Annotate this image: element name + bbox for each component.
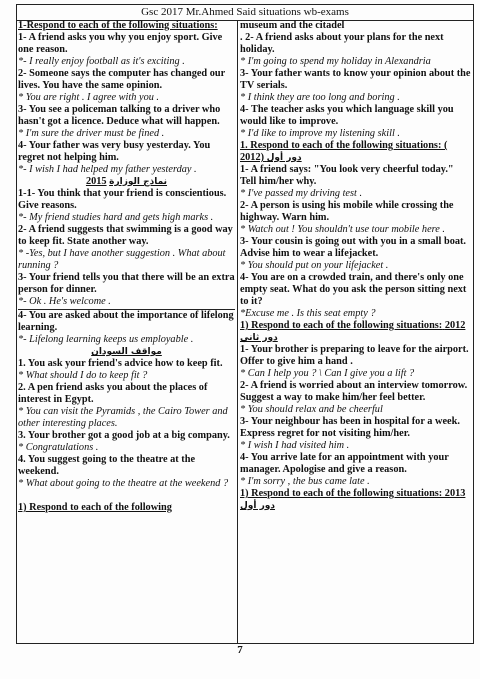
heading-arabic: دور أول <box>240 501 276 511</box>
question: 1. You ask your friend's advice how to keep fit. <box>18 358 223 369</box>
question: 2- A person is using his mobile while crossing the highway. Warn him. <box>240 200 454 223</box>
page-number: 7 <box>237 644 243 656</box>
heading-text: 1) Respond to each of the following situations: <box>240 320 443 331</box>
question: 3- Your friend tells you that there will be an extra person for dinner. <box>18 272 235 295</box>
question: . 2- A friend asks about your plans for the next holiday. <box>240 32 444 55</box>
question: 4- You arrive late for an appointment with your manager. Apologise and give a reason. <box>240 452 449 475</box>
answer: *Excuse me . Is this seat empty ? <box>240 308 376 319</box>
answer: * I'm sorry , the bus came late . <box>240 476 370 487</box>
question: 2. A pen friend asks you about the places of interest in Egypt. <box>18 382 208 405</box>
question: 2- A friend is worried about an interview tomorrow. Suggest a way to make him/her feel better. <box>240 380 468 403</box>
page-header: Gsc 2017 Mr.Ahmed Said situations wb-exams <box>16 4 474 21</box>
question-continued: museum and the citadel <box>240 20 345 31</box>
question: 4- You are on a crowded train, and there's only one empty seat. What do you ask the person sitting next to it? <box>240 272 467 307</box>
question: 3- Your cousin is going out with you in a small boat. Advise him to wear a lifejacket. <box>240 236 467 259</box>
answer: *- I wish I had helped my father yesterday . <box>18 164 197 175</box>
question: 2- A friend suggests that swimming is a good way to keep fit. State another way. <box>18 224 233 247</box>
answer: * Congratulations . <box>18 442 99 453</box>
right-column <box>240 20 471 642</box>
heading-arabic: مواقف السودان <box>91 347 162 357</box>
question: 4- You are asked about the importance of lifelong learning. <box>18 310 234 333</box>
section-heading: 1-Respond to each of the following situations: <box>18 20 218 31</box>
answer: *- My friend studies hard and gets high marks . <box>18 212 214 223</box>
question: 4. You suggest going to the theatre at the weekend. <box>18 454 196 477</box>
answer: * You are right . I agree with you . <box>18 92 160 103</box>
heading-arabic: نماذج الوزارة <box>109 177 168 187</box>
section-heading <box>240 488 471 512</box>
heading-arabic: دور ثاني <box>240 333 278 343</box>
answer: *- Lifelong learning keeps us employable . <box>18 334 194 345</box>
question: 3- Your father wants to know your opinion about the TV serials. <box>240 68 471 91</box>
heading-text: 1. Respond to each of the following situations: ( 2012) <box>240 140 448 163</box>
answer: * You can visit the Pyramids , the Cairo Tower and other interesting places. <box>18 406 228 429</box>
question: 3- You see a policeman talking to a driver who hasn't got a licence. Deduce what will happen. <box>18 104 221 127</box>
question: 3- Your neighbour has been in hospital for a week. Express regret for not visiting him/her. <box>240 416 460 439</box>
question: 4- The teacher asks you which language skill you would like to improve. <box>240 104 454 127</box>
answer: * I think they are too long and boring . <box>240 92 400 103</box>
section-heading: 1) Respond to each of the following <box>18 502 172 513</box>
question: 1- A friend asks you why you enjoy sport. Give one reason. <box>18 32 223 55</box>
section-heading <box>240 320 471 344</box>
answer: * Can I help you ? \ Can I give you a lift ? <box>240 368 415 379</box>
answer: * You should put on your lifejacket . <box>240 260 389 271</box>
answer: * What should I do to keep fit ? <box>18 370 148 381</box>
heading-text: 1) Respond to each of the following situations: 2013 <box>240 488 466 499</box>
section-heading <box>18 176 235 188</box>
answer: * I'd like to improve my listening skill . <box>240 128 400 139</box>
answer: * Watch out ! You shouldn't use tour mobile here . <box>240 224 445 235</box>
answer: * I've passed my driving test . <box>240 188 363 199</box>
column-divider <box>237 20 238 644</box>
question: 3. Your brother got a good job at a big company. <box>18 430 230 441</box>
answer: * You should relax and be cheerful <box>240 404 383 415</box>
answer: *- Ok . He's welcome . <box>18 296 111 307</box>
spacer <box>18 490 235 502</box>
question: 1-1- You think that your friend is conscientious. Give reasons. <box>18 188 227 211</box>
answer: * -Yes, but I have another suggestion . What about running ? <box>18 248 226 271</box>
heading-year: 2015 <box>85 176 107 187</box>
answer: * What about going to the theatre at the weekend ? <box>18 478 229 489</box>
heading-year: 2012 <box>444 320 466 331</box>
section-heading <box>18 346 235 358</box>
section-heading <box>240 140 471 164</box>
left-column <box>18 20 235 642</box>
answer: * I'm sure the driver must be fined . <box>18 128 165 139</box>
answer: *- I really enjoy football as it's exciting . <box>18 56 185 67</box>
answer: * I wish I had visited him . <box>240 440 350 451</box>
question: 2- Someone says the computer has changed our lives. You have the same opinion. <box>18 68 225 91</box>
question: 1- Your brother is preparing to leave for the airport. Offer to give him a hand . <box>240 344 469 367</box>
answer: * I'm going to spend my holiday in Alexandria <box>240 56 431 67</box>
question: 4- Your father was very busy yesterday. You regret not helping him. <box>18 140 211 163</box>
heading-arabic: دور أول <box>266 153 302 163</box>
question: 1- A friend says: "You look very cheerful today." Tell him/her why. <box>240 164 454 187</box>
